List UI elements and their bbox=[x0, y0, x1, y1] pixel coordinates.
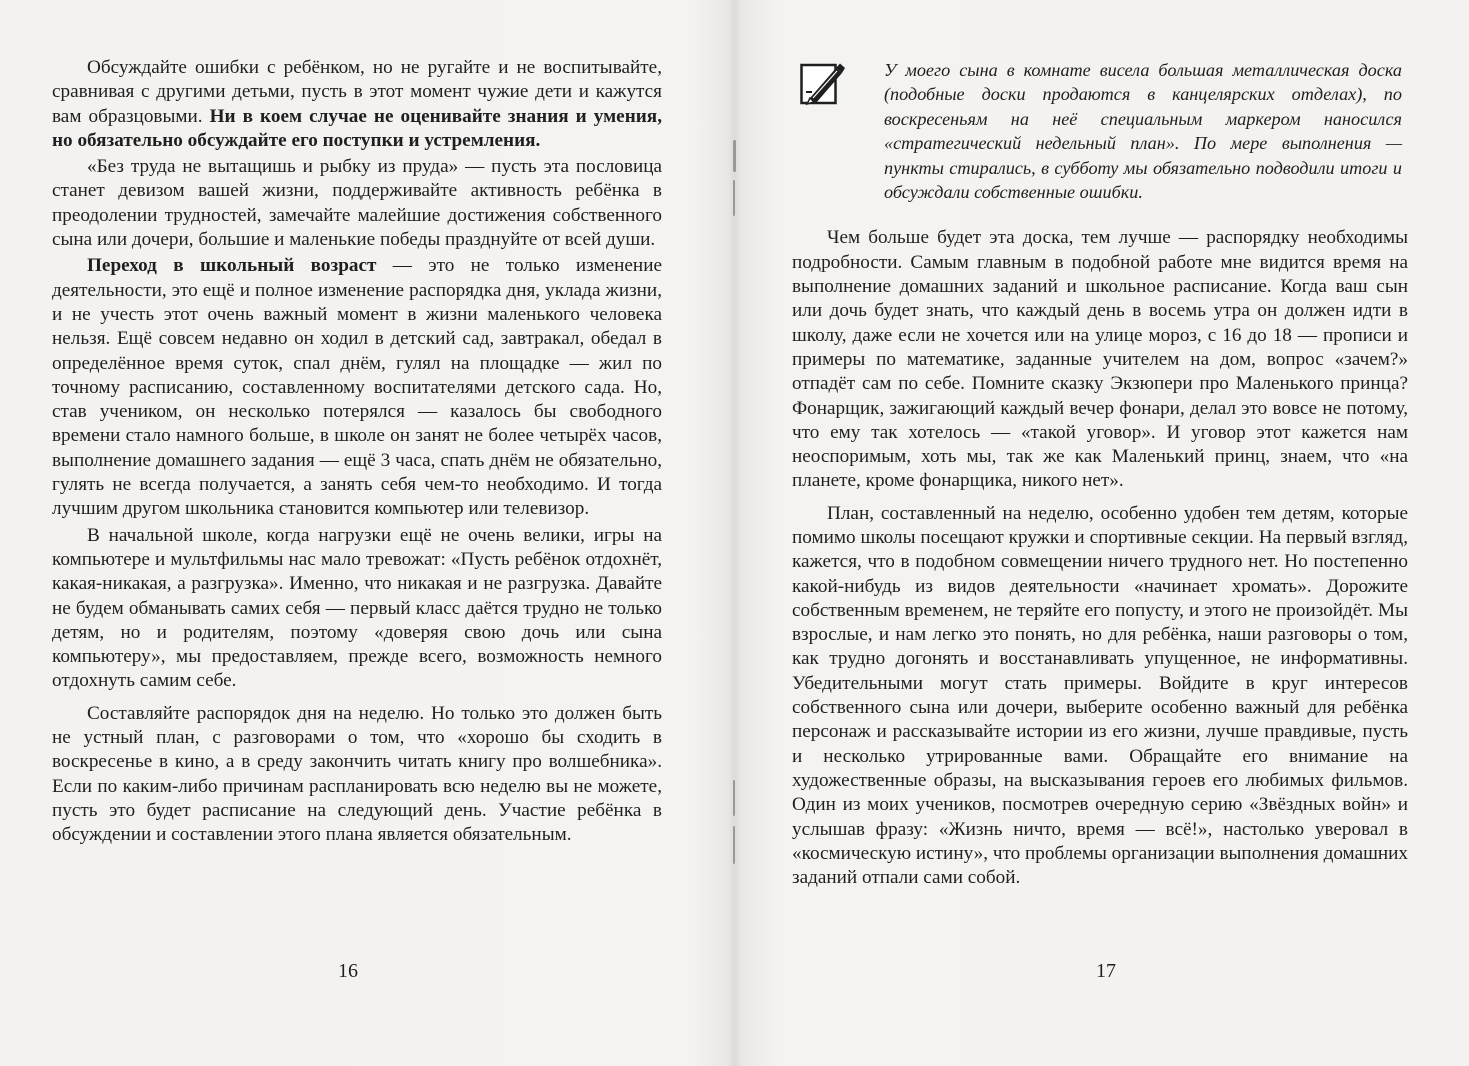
left-page bbox=[52, 56, 662, 848]
paragraph-text: В начальной школе, когда нагрузки ещё не очень велики, игры на компьютере и мультфильмы нас мало тревожат: «Пусть ребёнок отдохнёт, какая-никакая, а разгрузка». Именно, что никакая и не разгрузка. Давайте не будем обманывать самих себя — первый класс даётся трудно не только детям, но и родителям, поэтому «доверяя свою дочь или сына компьютеру», мы предоставляем, прежде всего, возможность немного отдохнуть самим себе. bbox=[52, 524, 662, 692]
paragraph-text: Составляйте распорядок дня на неделю. Но только это должен быть не устный план, с разговорами о том, что «хорошо бы сходить в воскресенье в кино, а в среду закончить читать книгу про волшебника». Если по каким-либо причинам распланировать всю неделю вы не можете, пусть это будет расписание на следующий день. Участие ребёнка в обсуждении и составлении этого плана является обязательным. bbox=[52, 702, 662, 846]
paragraph-text: «Без труда не вытащишь и рыбку из пруда» — пусть эта пословица станет девизом вашей жизни, поддерживайте активность ребёнка в преодолении трудностей, замечайте малейшие достижения собственного сына или дочери, большие и маленькие победы празднуйте от всей души. bbox=[52, 156, 662, 251]
paragraph-text: Обсуждайте ошибки с ребёнком, но не ругайте и не воспитывайте, сравнивая с другими детьми, пусть в этот момент чужие дети и кажутся вам образцовыми. bbox=[52, 57, 662, 127]
right-body bbox=[792, 226, 1408, 890]
spine-mark bbox=[733, 780, 735, 816]
paragraph bbox=[52, 155, 662, 252]
spine-mark bbox=[733, 180, 735, 216]
pen-on-paper-icon bbox=[800, 62, 846, 106]
right-page bbox=[792, 56, 1408, 890]
paragraph-bold-text: Ни в коем случае не оценивайте знания и умения, но обязательно обсуждайте его поступки и устремления. bbox=[52, 105, 662, 151]
spine-mark bbox=[733, 826, 735, 864]
note-box bbox=[792, 58, 1408, 204]
spine-mark bbox=[733, 140, 736, 172]
paragraph bbox=[52, 524, 662, 694]
page-number-right: 17 bbox=[1096, 960, 1116, 982]
note-text: У моего сына в комнате висела большая металлическая доска (подобные доски продаются в канцелярских отделах), по воскресеньям на неё специальным маркером наносился «стратегический недельный план». По мере выполнения — пункты стирались, в субботу мы обязательно подводили итоги и обсуждали собственные ошибки. bbox=[884, 60, 1402, 203]
paragraph: План, составленный на неделю, особенно удобен тем детям, которые помимо школы посещают кружки и спортивные секции. На первый взгляд, кажется, что в подобном совмещении ничего трудного нет. Но постепенно какой-нибудь из видов деятельности «начинает хромать». Дорожите собственным временем, не теряйте его попусту, и этого не произойдёт. Мы взрослые, и нам легко это понять, но для ребёнка, наши разговоры о том, как трудно догонять и восстанавливать упущенное, не информативны. Убедительными могут стать примеры. Войдите в круг интересов собственного сына или дочери, выберите особенно важный для ребёнка персонаж и рассказывайте истории из его жизни, лучше правдивые, пусть и несколько утрированные вами. Обращайте его внимание на художественные образы, на высказывания героев его любимых фильмов. Один из моих учеников, посмотрев очередную серию «Звёздных войн» и услышав фразу: «Жизнь ничто, время — всё!», настолько уверовал в «космическую истину», что проблемы организации выполнения домашних заданий отпали сами собой. bbox=[792, 502, 1408, 889]
paragraph: Чем больше будет эта доска, тем лучше — распорядку необходимы подробности. Самым главным в подобной работе мне видится время на выполнение домашних заданий и школьное расписание. Когда ваш сын или дочь будет знать, что каждый день в восемь утра он должен идти в школу, даже если не хочется или на улице мороз, с 16 до 18 — прописи и примеры по математике, заданные учителем на дом, вопрос «зачем?» отпадёт сам по себе. Помните сказку Экзюпери про Маленького принца? Фонарщик, зажигающий каждый вечер фонари, делал это вовсе не потому, что ему так хотелось — «такой уговор». И уговор этот кажется нам неоспоримым, хоть мы, так же как Маленький принц, знаем, что «на планете, кроме фонарщика, никого нет». bbox=[792, 227, 1408, 492]
paragraph bbox=[52, 56, 662, 153]
paragraph-text: — это не только изменение деятельности, это ещё и полное изменение распорядка дня, уклада жизни, и не учесть этот очень важный момент в жизни маленького человека нельзя. Ещё совсем недавно он ходил в детский сад, завтракал, обедал в определённое время суток, спал днём, гулял на площадке — жил по точному расписанию, составленному воспитателями детского сада. Но, став учеником, он несколько потерялся — казалось бы свободного времени стало намного больше, в школе он занят не более четырёх часов, выполнение домашнего задания — ещё 3 часа, спать днём не обязательно, гулять не всегда получается, а занять себя чем-то необходимо. И тогда лучшим другом школьника становится компьютер или телевизор. bbox=[52, 255, 662, 520]
page-number-left: 16 bbox=[338, 960, 358, 982]
paragraph bbox=[52, 254, 662, 521]
paragraph-bold-text: Переход в школьный возраст bbox=[87, 255, 377, 277]
paragraph bbox=[52, 702, 662, 848]
